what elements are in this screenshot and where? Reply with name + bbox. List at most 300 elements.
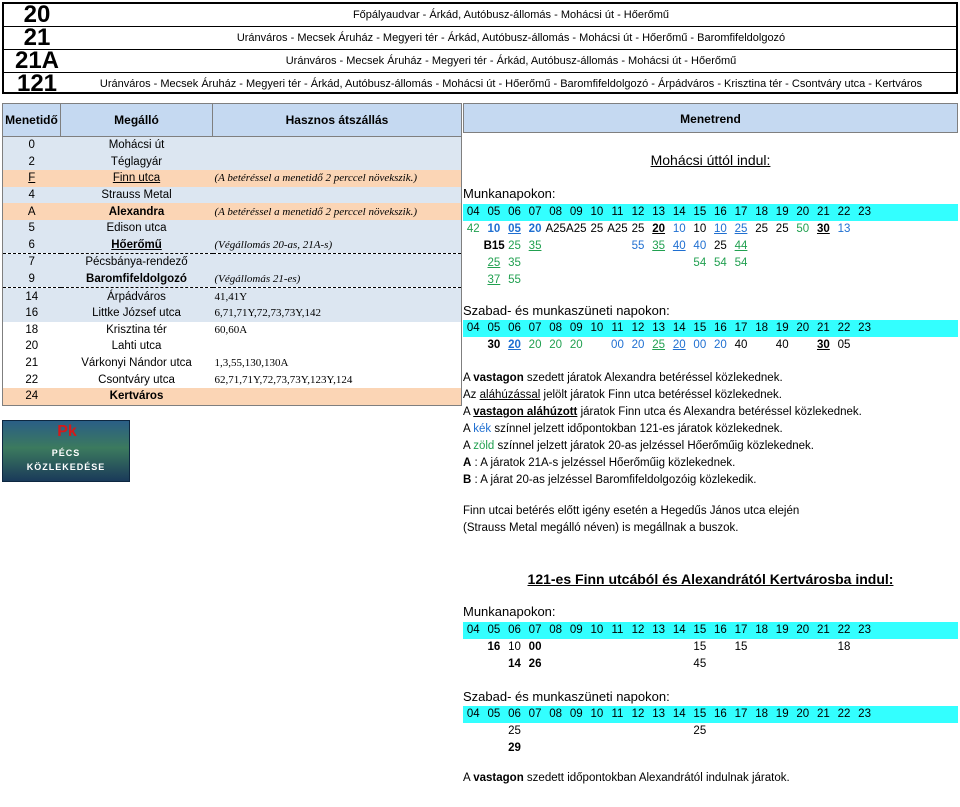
travel-time: 18 (3, 322, 61, 339)
hour-cell: 23 (858, 708, 871, 720)
transfer-lines: (Végállomás 21-es) (213, 271, 462, 288)
departure-minute (854, 255, 875, 272)
hour-cell: 07 (528, 708, 542, 720)
legend-note-b: B : A járat 20-as jelzéssel Baromfifeldolgozóig közlekedik. (463, 474, 757, 486)
departure-minute: 00 (528, 641, 542, 653)
hour-cell: 19 (775, 624, 789, 636)
hour-cell: 14 (672, 206, 686, 218)
transfer-lines (213, 187, 462, 204)
hour-cell: 21 (816, 206, 830, 218)
departure-minute: 26 (528, 658, 542, 670)
departure-minute: 30 (487, 339, 501, 351)
hour-cell: 12 (631, 206, 645, 218)
departure-minute (648, 639, 669, 656)
s2-weekend-timetable (463, 706, 958, 757)
travel-time: 2 (3, 154, 61, 171)
departure-minute: 20 (549, 339, 563, 351)
hour-cell: 19 (775, 708, 789, 720)
hour-row (463, 622, 958, 639)
route-number: 21A (14, 47, 60, 74)
departure-minute: 20 (672, 339, 686, 351)
stop-row (3, 203, 462, 220)
hour-cell: 06 (508, 624, 521, 636)
stop-table (2, 103, 462, 406)
hour-cell: 04 (466, 206, 480, 218)
departure-minute (690, 272, 711, 289)
departure-minute: 37 (487, 274, 501, 286)
departure-minute (669, 255, 690, 272)
departure-minute (545, 272, 566, 289)
transfer-lines: 41,41Y (213, 288, 462, 305)
travel-time: 21 (3, 355, 61, 372)
minute-row (463, 723, 958, 740)
stop-name: Strauss Metal (61, 187, 213, 204)
travel-time: 14 (3, 288, 61, 305)
departure-minute: 20 (569, 339, 583, 351)
header-travel-time: Menetidő (3, 104, 61, 137)
departure-minute (463, 639, 484, 656)
departure-minute (813, 255, 834, 272)
departure-minute (545, 238, 566, 255)
hour-cell: 05 (487, 624, 501, 636)
travel-time: 22 (3, 371, 61, 388)
departure-minute: 25 (734, 223, 748, 235)
departure-minute (854, 656, 875, 673)
transfer-lines (213, 254, 462, 271)
departure-minute (463, 337, 484, 354)
transfer-lines (213, 388, 462, 405)
departure-minute (463, 238, 484, 255)
departure-minute (751, 639, 772, 656)
legend-note-green: A zöld színnel jelzett járatok 20-as jelzéssel Hőerőműig közlekednek. (463, 440, 814, 452)
transfer-lines: 60,60A (213, 322, 462, 339)
departure-minute (731, 272, 752, 289)
travel-time: A (3, 203, 61, 220)
finn-note-2: (Strauss Metal megálló néven) is megállnak a buszok. (463, 522, 739, 534)
departure-minute (772, 740, 793, 757)
logo-line-1: PÉCS (51, 448, 81, 458)
departure-minute (607, 238, 628, 255)
hour-cell: 08 (549, 624, 563, 636)
stop-row (3, 322, 462, 339)
hour-cell: 08 (549, 708, 563, 720)
departure-minute (854, 639, 875, 656)
departure-minute: 10 (672, 223, 686, 235)
departure-minute (628, 656, 649, 673)
weekday-label: Munkanapokon: (463, 186, 556, 201)
hour-cell: 16 (714, 322, 727, 334)
travel-time: 5 (3, 220, 61, 237)
hour-cell: 10 (590, 206, 604, 218)
departure-minute (607, 255, 628, 272)
departure-minute (793, 656, 814, 673)
hour-cell: 18 (755, 322, 768, 334)
departure-minute (731, 740, 752, 757)
departure-minute: 00 (693, 339, 707, 351)
hour-cell: 21 (816, 708, 830, 720)
departure-minute (628, 639, 649, 656)
minute-row (463, 238, 958, 255)
hour-cell: 13 (652, 322, 666, 334)
departure-minute (607, 656, 628, 673)
hour-cell: 10 (590, 708, 604, 720)
departure-minute: 10 (508, 641, 521, 653)
departure-minute (463, 656, 484, 673)
departure-minute (751, 255, 772, 272)
hour-cell: 09 (569, 624, 583, 636)
hour-cell: 09 (569, 708, 583, 720)
hour-cell: 16 (714, 206, 727, 218)
departure-minute (793, 639, 814, 656)
weekend-timetable (463, 320, 958, 354)
departure-minute (731, 723, 752, 740)
departure-minute: 42 (466, 223, 480, 235)
departure-minute (834, 723, 855, 740)
hour-cell: 15 (693, 206, 707, 218)
departure-minute: 13 (837, 223, 851, 235)
travel-time: 0 (3, 137, 61, 154)
hour-cell: 05 (487, 322, 501, 334)
hour-cell: 08 (549, 206, 563, 218)
section1-title: Mohácsi úttól indul: (650, 152, 771, 168)
departure-minute (587, 238, 608, 255)
departure-minute: 05 (837, 339, 851, 351)
departure-minute: 20 (652, 223, 666, 235)
hour-cell: 17 (734, 206, 748, 218)
hour-cell: 16 (714, 624, 727, 636)
stop-name: Várkonyi Nándor utca (61, 355, 213, 372)
departure-minute (484, 656, 505, 673)
hour-cell: 12 (631, 708, 645, 720)
transfer-lines: (A betéréssel a menetidő 2 perccel növekszik.) (213, 170, 462, 187)
s2-weekday-timetable (463, 622, 958, 673)
travel-time: 24 (3, 388, 61, 405)
departure-minute: 25 (755, 223, 768, 235)
departure-minute (793, 337, 814, 354)
departure-minute (669, 740, 690, 757)
legend-note-a: A : A járatok 21A-s jelzéssel Hőerőműig közlekednek. (463, 457, 736, 469)
departure-minute (813, 639, 834, 656)
hour-cell: 07 (528, 322, 542, 334)
hour-cell: 10 (590, 624, 604, 636)
travel-time: 6 (3, 237, 61, 254)
route-row-121 (4, 70, 956, 97)
departure-minute (710, 740, 731, 757)
departure-minute (545, 255, 566, 272)
hour-cell: 23 (858, 624, 871, 636)
hour-cell: 19 (775, 206, 789, 218)
stop-name: Baromfifeldolgozó (61, 271, 213, 288)
hour-cell: 13 (652, 206, 666, 218)
departure-minute (751, 740, 772, 757)
stop-name: Téglagyár (61, 154, 213, 171)
hour-cell: 20 (796, 708, 810, 720)
legend-note-blue: A kék színnel jelzett időpontokban 121-es járatok közlekednek. (463, 423, 783, 435)
departure-minute (834, 272, 855, 289)
departure-minute (793, 255, 814, 272)
departure-minute: 25 (714, 240, 727, 252)
departure-minute (751, 723, 772, 740)
departure-minute (566, 639, 587, 656)
minute-row (463, 255, 958, 272)
departure-minute (854, 272, 875, 289)
departure-minute: 54 (734, 257, 748, 269)
departure-minute (545, 723, 566, 740)
stop-name: Kertváros (61, 388, 213, 405)
minute-row (463, 656, 958, 673)
departure-minute (628, 740, 649, 757)
hour-cell: 07 (528, 624, 542, 636)
departure-minute: 25 (631, 223, 645, 235)
departure-minute: 18 (837, 641, 851, 653)
hour-cell: 14 (672, 708, 686, 720)
departure-minute (648, 272, 669, 289)
departure-minute (587, 337, 608, 354)
departure-minute: 50 (796, 223, 810, 235)
logo-mark: Pk (57, 423, 77, 440)
hour-cell: 14 (672, 624, 686, 636)
hour-cell: 07 (528, 206, 542, 218)
departure-minute (710, 656, 731, 673)
departure-minute (813, 723, 834, 740)
transfer-lines (213, 137, 462, 154)
hour-cell: 04 (466, 322, 480, 334)
hour-cell: 17 (734, 708, 748, 720)
hour-cell: 04 (466, 624, 480, 636)
stop-name: Finn utca (61, 170, 213, 187)
hour-cell: 22 (837, 624, 851, 636)
departure-minute: 35 (508, 257, 521, 269)
hour-cell: 18 (755, 206, 768, 218)
stop-row (3, 288, 462, 305)
departure-minute (463, 255, 484, 272)
stop-name: Pécsbánya-rendező (61, 254, 213, 271)
departure-minute: 30 (816, 339, 830, 351)
stop-row (3, 187, 462, 204)
departure-minute (793, 740, 814, 757)
hour-cell: 06 (508, 322, 521, 334)
departure-minute: A25 (607, 223, 628, 235)
route-number: 21 (23, 24, 51, 51)
stop-row (3, 388, 462, 405)
departure-minute (607, 272, 628, 289)
departure-minute: 44 (734, 240, 748, 252)
departure-minute: 25 (508, 725, 521, 737)
hour-cell: 05 (487, 708, 501, 720)
stop-name: Hőerőmű (61, 237, 213, 254)
departure-minute (813, 656, 834, 673)
travel-time: F (3, 170, 61, 187)
weekend-label: Szabad- és munkaszüneti napokon: (463, 303, 670, 318)
departure-minute: 15 (693, 641, 707, 653)
hour-cell: 11 (611, 206, 624, 218)
route-row-21 (4, 24, 956, 51)
departure-minute: 25 (652, 339, 666, 351)
header-stop: Megálló (61, 104, 213, 137)
hour-cell: 20 (796, 206, 810, 218)
transfer-lines: (Végállomás 20-as, 21A-s) (213, 237, 462, 254)
departure-minute: 25 (775, 223, 789, 235)
departure-minute (690, 740, 711, 757)
hour-cell: 15 (693, 624, 707, 636)
departure-minute (587, 272, 608, 289)
departure-minute (731, 656, 752, 673)
transfer-lines (213, 154, 462, 171)
minute-row (463, 272, 958, 289)
pecs-kozlekedese-logo (2, 420, 130, 482)
travel-time: 4 (3, 187, 61, 204)
departure-minute (751, 238, 772, 255)
s2-weekday-label: Munkanapokon: (463, 604, 556, 619)
route-number: 20 (23, 1, 51, 28)
transfer-lines: 1,3,55,130,130A (213, 355, 462, 372)
departure-minute (566, 656, 587, 673)
departure-minute (669, 723, 690, 740)
route-description: Főpályaudvar - Árkád, Autóbusz-állomás - Mohácsi út - Hőerőmű (352, 9, 670, 21)
departure-minute (607, 740, 628, 757)
stop-row (3, 137, 462, 154)
hour-cell: 11 (611, 322, 624, 334)
hour-cell: 04 (466, 708, 480, 720)
departure-minute: 25 (590, 223, 604, 235)
departure-minute (566, 255, 587, 272)
departure-minute (854, 723, 875, 740)
hour-cell: 09 (569, 322, 583, 334)
hour-row (463, 320, 958, 337)
departure-minute: 30 (816, 223, 830, 235)
departure-minute (648, 656, 669, 673)
hour-cell: 23 (858, 322, 871, 334)
departure-minute (772, 255, 793, 272)
departure-minute: 10 (693, 223, 707, 235)
hour-cell: 11 (611, 708, 624, 720)
departure-minute (587, 723, 608, 740)
stop-row (3, 154, 462, 171)
departure-minute (587, 255, 608, 272)
departure-minute (587, 740, 608, 757)
departure-minute (772, 656, 793, 673)
hour-cell: 17 (734, 322, 748, 334)
departure-minute (566, 740, 587, 757)
departure-minute (854, 740, 875, 757)
hour-cell: 23 (858, 206, 871, 218)
stop-name: Alexandra (61, 203, 213, 220)
departure-minute (751, 337, 772, 354)
departure-minute (772, 639, 793, 656)
departure-minute (484, 740, 505, 757)
stop-row (3, 371, 462, 388)
logo-line-2: KÖZLEKEDÉSE (26, 462, 106, 472)
hour-row (463, 204, 958, 221)
departure-minute: A25 (545, 223, 566, 235)
route-description: Uránváros - Mecsek Áruház - Megyeri tér - Árkád, Autóbusz-állomás - Mohácsi út - Hőerőmű (285, 55, 737, 67)
stop-name: Krisztina tér (61, 322, 213, 339)
stop-row (3, 220, 462, 237)
departure-minute (566, 238, 587, 255)
departure-minute (463, 723, 484, 740)
departure-minute: 20 (631, 339, 645, 351)
departure-minute: 10 (714, 223, 727, 235)
departure-minute: 55 (631, 240, 645, 252)
hour-cell: 20 (796, 624, 810, 636)
departure-minute: 14 (508, 658, 521, 670)
departure-minute (793, 272, 814, 289)
departure-minute (587, 639, 608, 656)
departure-minute (484, 723, 505, 740)
minute-row (463, 337, 958, 354)
departure-minute: 25 (508, 240, 521, 252)
departure-minute (669, 656, 690, 673)
departure-minute (834, 238, 855, 255)
stop-row (3, 170, 462, 187)
hour-cell: 21 (816, 322, 830, 334)
hour-cell: 18 (755, 624, 768, 636)
travel-time: 7 (3, 254, 61, 271)
hour-cell: 06 (508, 708, 521, 720)
minute-row (463, 221, 958, 238)
departure-minute (669, 272, 690, 289)
departure-minute: 20 (528, 223, 542, 235)
travel-time: 9 (3, 271, 61, 288)
departure-minute: 15 (734, 641, 748, 653)
departure-minute (854, 221, 875, 238)
stop-row (3, 355, 462, 372)
transfer-lines (213, 220, 462, 237)
route-list (2, 1, 958, 97)
departure-minute (669, 639, 690, 656)
route-description: Uránváros - Mecsek Áruház - Megyeri tér - Árkád, Autóbusz-állomás - Mohácsi út - Hőerőmű - Baromfifeldolgozó (236, 32, 786, 44)
stop-name: Littke József utca (61, 305, 213, 322)
departure-minute (545, 639, 566, 656)
legend-note-bold-underline: A vastagon aláhúzott járatok Finn utca és Alexandra betéréssel közlekednek. (463, 406, 862, 418)
departure-minute (525, 272, 546, 289)
departure-minute (628, 723, 649, 740)
s2-weekend-label: Szabad- és munkaszüneti napokon: (463, 689, 670, 704)
hour-cell: 10 (590, 322, 604, 334)
departure-minute (628, 272, 649, 289)
departure-minute: 00 (611, 339, 624, 351)
departure-minute (566, 272, 587, 289)
departure-minute (710, 639, 731, 656)
section2-title: 121-es Finn utcából és Alexandrától Kertvárosba indul: (527, 571, 894, 587)
departure-minute (710, 723, 731, 740)
travel-time: 16 (3, 305, 61, 322)
departure-minute (587, 656, 608, 673)
hour-cell: 20 (796, 322, 810, 334)
departure-minute (793, 723, 814, 740)
departure-minute (648, 723, 669, 740)
departure-minute (751, 656, 772, 673)
departure-minute (566, 723, 587, 740)
departure-minute (463, 740, 484, 757)
departure-minute (813, 238, 834, 255)
stop-name: Csontváry utca (61, 371, 213, 388)
hour-cell: 06 (508, 206, 521, 218)
stop-name: Edison utca (61, 220, 213, 237)
departure-minute: 29 (508, 742, 521, 754)
hour-cell: 14 (672, 322, 686, 334)
departure-minute: 54 (693, 257, 707, 269)
departure-minute (607, 639, 628, 656)
departure-minute (772, 272, 793, 289)
departure-minute (607, 723, 628, 740)
departure-minute: 35 (652, 240, 666, 252)
hour-cell: 11 (611, 624, 624, 636)
hour-cell: 15 (693, 708, 707, 720)
departure-minute (525, 723, 546, 740)
departure-minute: 40 (775, 339, 789, 351)
finn-note-1: Finn utcai betérés előtt igény esetén a Hegedűs János utca elején (463, 505, 800, 517)
